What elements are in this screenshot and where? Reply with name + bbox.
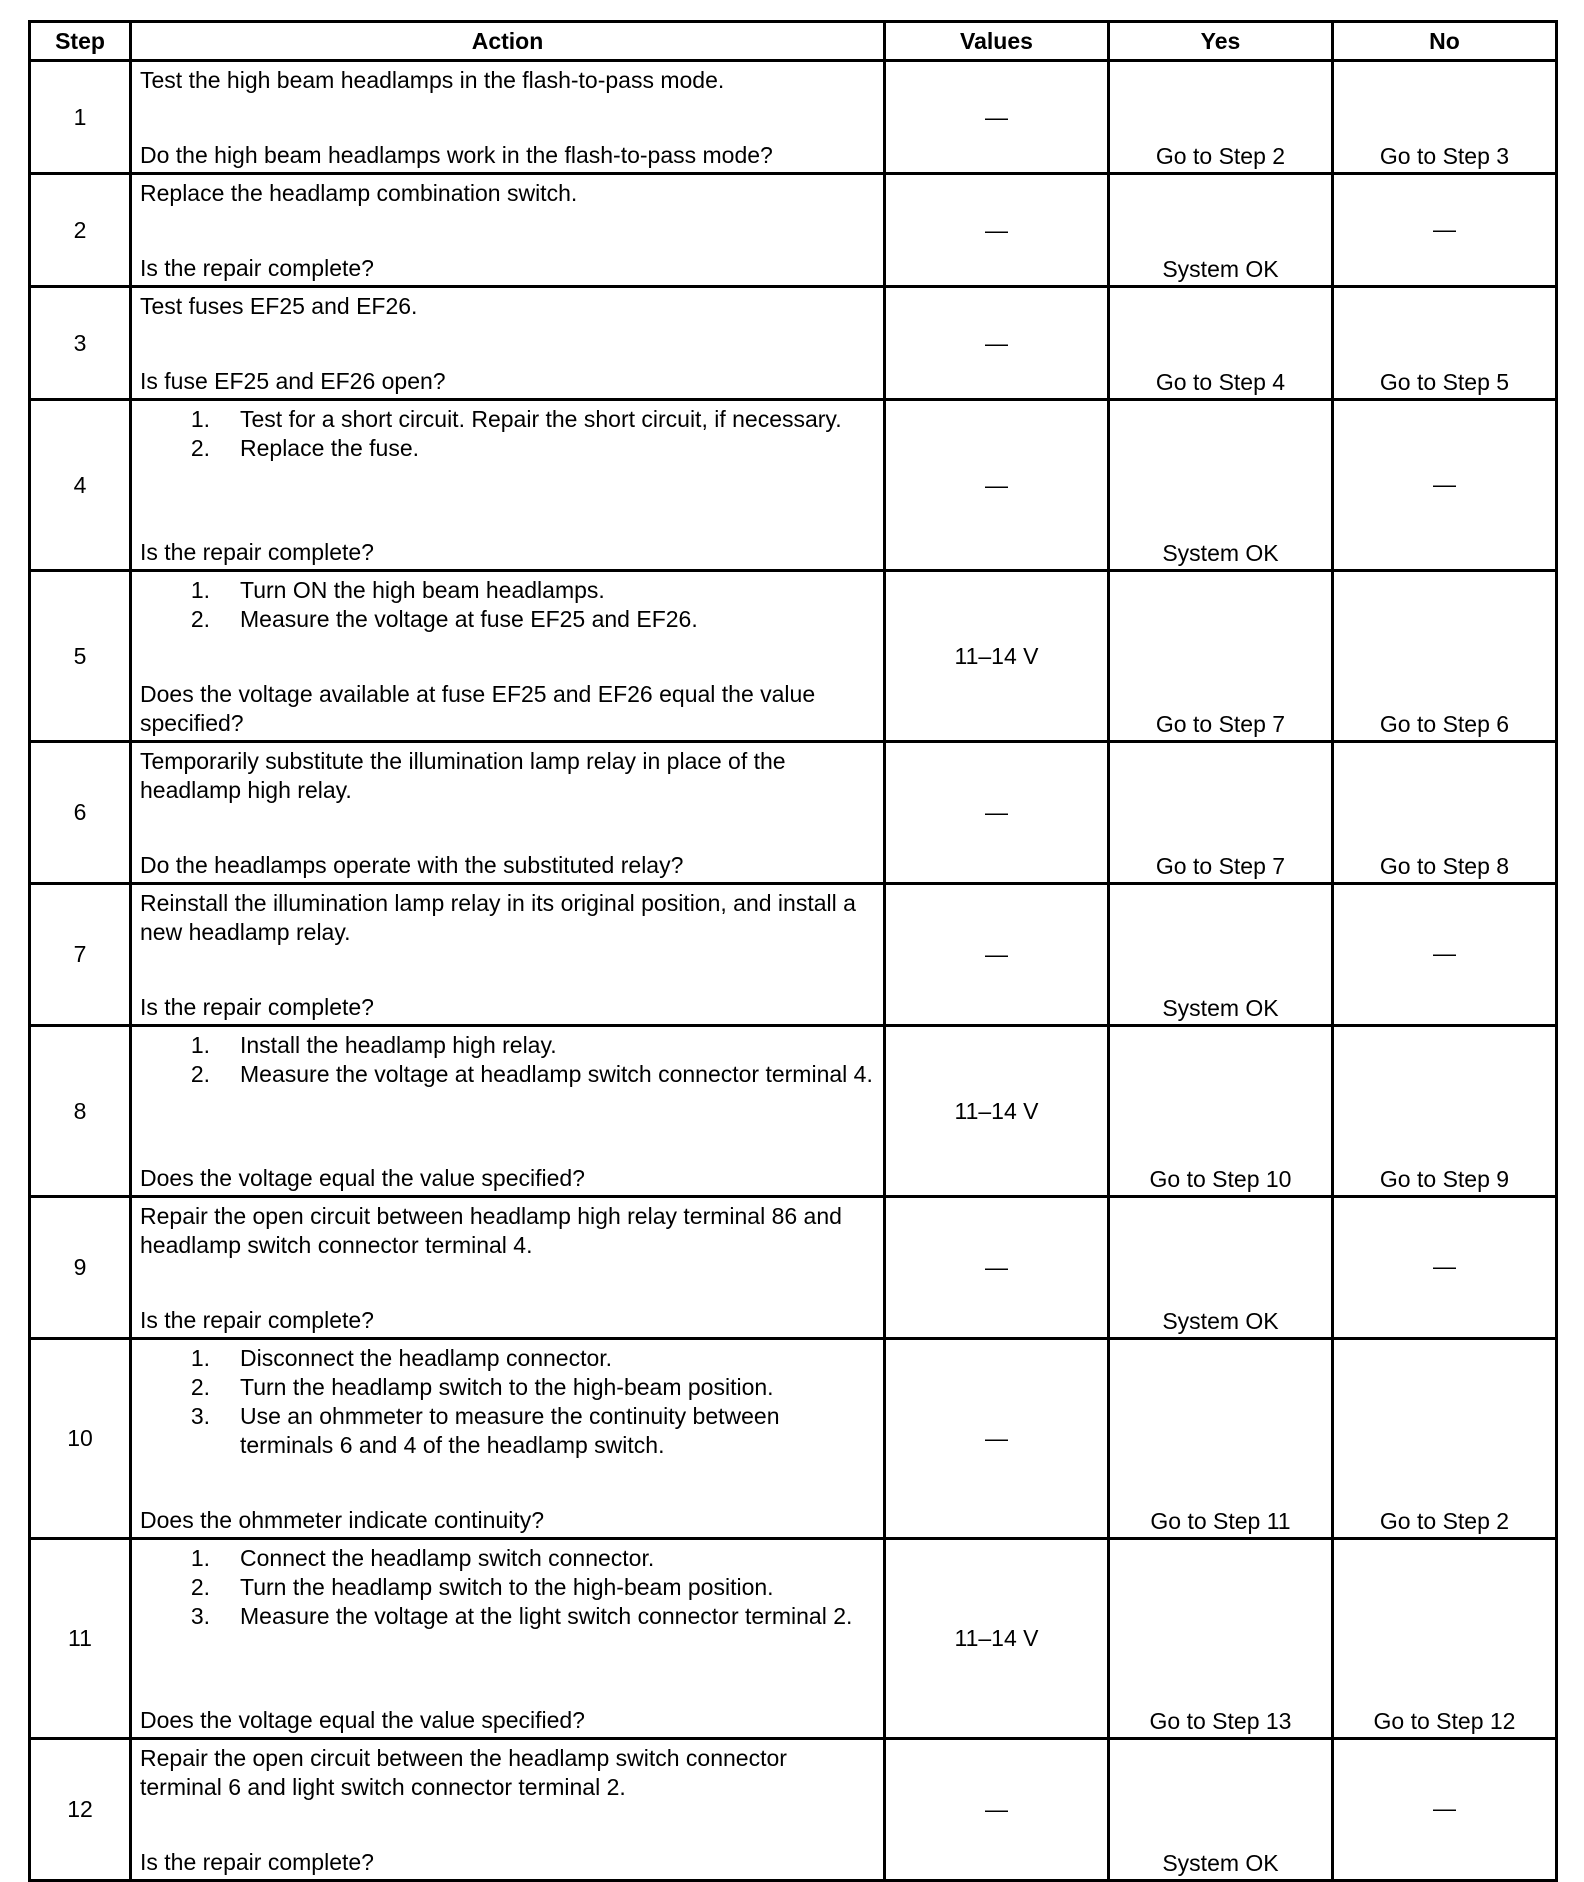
list-item-text: Measure the voltage at the light switch connector terminal 2. (240, 1603, 853, 1629)
list-item-number: 2. (190, 1374, 210, 1400)
action-question: Does the ohmmeter indicate continuity? (140, 1507, 544, 1533)
list-item-text: Measure the voltage at fuse EF25 and EF26. (240, 606, 698, 632)
action-instructions (140, 889, 875, 947)
values-cell: — (885, 1197, 1109, 1339)
list-item-text: Disconnect the headlamp connector. (240, 1345, 613, 1371)
yes-cell: Go to Step 10 (1109, 1026, 1333, 1197)
step-number: 3 (30, 287, 131, 400)
action-question: Is fuse EF25 and EF26 open? (140, 368, 446, 394)
action-instructions (140, 1344, 875, 1460)
action-text: Repair the open circuit between the headlamp switch connector terminal 6 and light switch connector terminal 2. (140, 1745, 787, 1800)
action-instructions (140, 292, 875, 321)
header-no: No (1333, 22, 1557, 61)
list-item-text: Turn the headlamp switch to the high-beam position. (240, 1374, 774, 1400)
list-item-text: Install the headlamp high relay. (240, 1032, 557, 1058)
action-text: Test the high beam headlamps in the flash-to-pass mode. (140, 67, 725, 93)
action-question: Is the repair complete? (140, 539, 374, 565)
list-item-number: 1. (190, 1032, 210, 1058)
no-cell: Go to Step 5 (1333, 287, 1557, 400)
action-instructions (140, 747, 875, 805)
yes-cell: Go to Step 7 (1109, 571, 1333, 742)
header-row (30, 22, 1557, 61)
no-cell: — (1333, 884, 1557, 1026)
no-cell: Go to Step 12 (1333, 1539, 1557, 1739)
list-item (140, 434, 875, 463)
action-text: Temporarily substitute the illumination lamp relay in place of the headlamp high relay. (140, 748, 786, 803)
list-item-number: 3. (190, 1403, 210, 1429)
action-instructions (140, 1031, 875, 1089)
list-item (140, 1602, 875, 1631)
step-number: 4 (30, 400, 131, 571)
list-item-number: 2. (190, 1061, 210, 1087)
list-item-text: Test for a short circuit. Repair the short circuit, if necessary. (240, 406, 842, 432)
list-item (140, 1344, 875, 1373)
action-text: Repair the open circuit between headlamp high relay terminal 86 and headlamp switch connector terminal 4. (140, 1203, 842, 1258)
action-question: Does the voltage equal the value specified? (140, 1165, 585, 1191)
action-cell (131, 174, 885, 287)
step-number: 6 (30, 742, 131, 884)
step-number: 9 (30, 1197, 131, 1339)
step-number: 5 (30, 571, 131, 742)
step-number: 10 (30, 1339, 131, 1539)
list-item-number: 2. (190, 1574, 210, 1600)
yes-cell: System OK (1109, 884, 1333, 1026)
no-cell: Go to Step 9 (1333, 1026, 1557, 1197)
action-cell (131, 1026, 885, 1197)
table-row (30, 742, 1557, 884)
no-cell: Go to Step 8 (1333, 742, 1557, 884)
action-steps-list (140, 1344, 875, 1460)
list-item (140, 1573, 875, 1602)
values-cell: — (885, 884, 1109, 1026)
no-cell: — (1333, 1197, 1557, 1339)
table-row (30, 287, 1557, 400)
action-cell (131, 61, 885, 174)
action-question: Does the voltage available at fuse EF25 and EF26 equal the value specified? (140, 681, 816, 736)
action-steps-list (140, 405, 875, 463)
header-values: Values (885, 22, 1109, 61)
action-question: Does the voltage equal the value specified? (140, 1707, 585, 1733)
table-row (30, 1197, 1557, 1339)
yes-cell: System OK (1109, 174, 1333, 287)
list-item-number: 2. (190, 435, 210, 461)
action-text: Replace the headlamp combination switch. (140, 180, 578, 206)
yes-cell: Go to Step 13 (1109, 1539, 1333, 1739)
action-cell (131, 400, 885, 571)
yes-cell: Go to Step 11 (1109, 1339, 1333, 1539)
yes-cell: Go to Step 7 (1109, 742, 1333, 884)
action-instructions (140, 1544, 875, 1631)
action-cell (131, 742, 885, 884)
list-item-number: 1. (190, 1345, 210, 1371)
table-row (30, 61, 1557, 174)
diagnostic-table (28, 20, 1558, 1882)
values-cell: 11–14 V (885, 571, 1109, 742)
action-instructions (140, 66, 875, 95)
action-instructions (140, 576, 875, 634)
table-row (30, 571, 1557, 742)
action-cell (131, 1739, 885, 1881)
action-cell (131, 571, 885, 742)
action-question: Do the high beam headlamps work in the flash-to-pass mode? (140, 142, 773, 168)
action-instructions (140, 179, 875, 208)
step-number: 2 (30, 174, 131, 287)
action-cell (131, 884, 885, 1026)
list-item (140, 1402, 875, 1460)
no-cell: — (1333, 174, 1557, 287)
table-row (30, 400, 1557, 571)
table-row (30, 1539, 1557, 1739)
list-item-text: Measure the voltage at headlamp switch connector terminal 4. (240, 1061, 873, 1087)
yes-cell: System OK (1109, 1197, 1333, 1339)
values-cell: — (885, 174, 1109, 287)
action-instructions (140, 1744, 875, 1802)
list-item-text: Use an ohmmeter to measure the continuity between terminals 6 and 4 of the headlamp switch. (240, 1403, 780, 1458)
no-cell: Go to Step 2 (1333, 1339, 1557, 1539)
step-number: 1 (30, 61, 131, 174)
step-number: 12 (30, 1739, 131, 1881)
action-steps-list (140, 576, 875, 634)
action-cell (131, 1539, 885, 1739)
values-cell: 11–14 V (885, 1026, 1109, 1197)
values-cell: — (885, 1339, 1109, 1539)
no-cell: — (1333, 400, 1557, 571)
header-step: Step (30, 22, 131, 61)
list-item-number: 1. (190, 1545, 210, 1571)
list-item (140, 1544, 875, 1573)
action-steps-list (140, 1544, 875, 1631)
action-question: Is the repair complete? (140, 1849, 374, 1875)
action-question: Is the repair complete? (140, 255, 374, 281)
values-cell: — (885, 287, 1109, 400)
list-item (140, 405, 875, 434)
list-item-number: 1. (190, 577, 210, 603)
action-cell (131, 287, 885, 400)
table-row (30, 884, 1557, 1026)
no-cell: — (1333, 1739, 1557, 1881)
no-cell: Go to Step 6 (1333, 571, 1557, 742)
list-item-number: 3. (190, 1603, 210, 1629)
table-row (30, 1739, 1557, 1881)
action-question: Is the repair complete? (140, 1307, 374, 1333)
list-item-number: 1. (190, 406, 210, 432)
yes-cell: System OK (1109, 400, 1333, 571)
yes-cell: Go to Step 4 (1109, 287, 1333, 400)
values-cell: — (885, 61, 1109, 174)
list-item-text: Connect the headlamp switch connector. (240, 1545, 655, 1571)
action-question: Is the repair complete? (140, 994, 374, 1020)
action-instructions (140, 405, 875, 463)
values-cell: — (885, 1739, 1109, 1881)
step-number: 8 (30, 1026, 131, 1197)
yes-cell: System OK (1109, 1739, 1333, 1881)
yes-cell: Go to Step 2 (1109, 61, 1333, 174)
list-item (140, 1031, 875, 1060)
list-item-text: Turn the headlamp switch to the high-beam position. (240, 1574, 774, 1600)
action-instructions (140, 1202, 875, 1260)
action-cell (131, 1339, 885, 1539)
step-number: 11 (30, 1539, 131, 1739)
table-row (30, 174, 1557, 287)
values-cell: — (885, 400, 1109, 571)
values-cell: 11–14 V (885, 1539, 1109, 1739)
action-steps-list (140, 1031, 875, 1089)
list-item (140, 1373, 875, 1402)
header-yes: Yes (1109, 22, 1333, 61)
list-item-text: Turn ON the high beam headlamps. (240, 577, 605, 603)
values-cell: — (885, 742, 1109, 884)
list-item-number: 2. (190, 606, 210, 632)
action-cell (131, 1197, 885, 1339)
action-text: Reinstall the illumination lamp relay in its original position, and install a new headlamp relay. (140, 890, 856, 945)
step-number: 7 (30, 884, 131, 1026)
list-item (140, 1060, 875, 1089)
no-cell: Go to Step 3 (1333, 61, 1557, 174)
table-row (30, 1026, 1557, 1197)
action-text: Test fuses EF25 and EF26. (140, 293, 418, 319)
action-question: Do the headlamps operate with the substituted relay? (140, 852, 684, 878)
table-row (30, 1339, 1557, 1539)
list-item (140, 576, 875, 605)
list-item (140, 605, 875, 634)
list-item-text: Replace the fuse. (240, 435, 420, 461)
header-action: Action (131, 22, 885, 61)
